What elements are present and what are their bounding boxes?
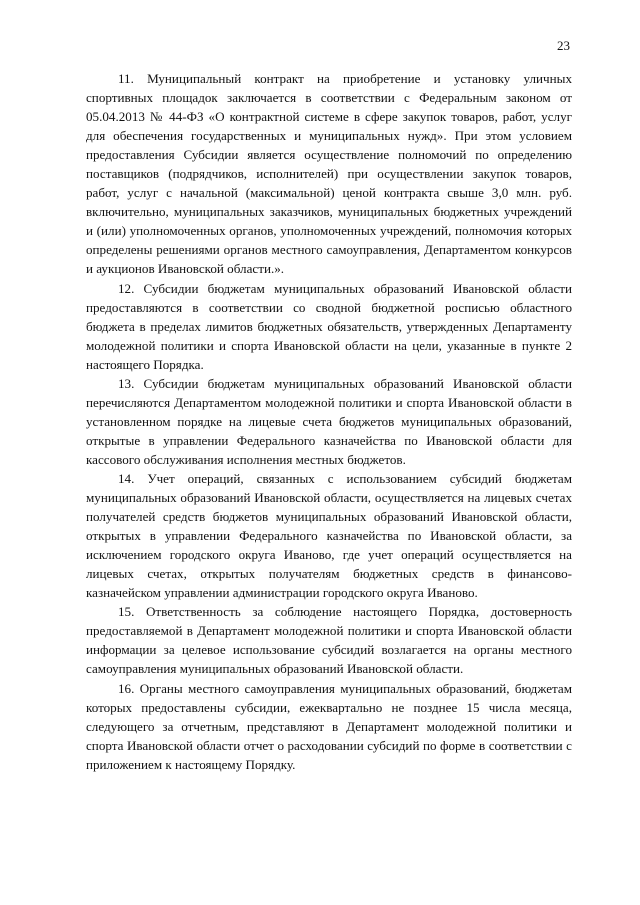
document-body [86,69,572,774]
paragraph-16: 16. Органы местного самоуправления муниципальных образований, бюджетам которых предоставлены субсидии, ежеквартально не позднее 15 числа месяца, следующего за отчетным, представляют в Департамент молодежной политики и спорта Ивановской области отчет о расходовании субсидий по форме в соответствии с приложением к настоящему Порядку. [86,680,572,772]
paragraph-12: 12. Субсидии бюджетам муниципальных образований Ивановской области предоставляются в соответствии со сводной бюджетной росписью областного бюджета в пределах лимитов бюджетных обязательств, утвержденных Департаменту молодежной политики и спорта Ивановской области на цели, указанные в пункте 2 настоящего Порядка. [86,280,572,372]
paragraph-11: 11. Муниципальный контракт на приобретение и установку уличных спортивных площадок заключается в соответствии с Федеральным законом от 05.04.2013 № 44-ФЗ «О контрактной системе в сфере закупок товаров, работ, услуг для обеспечения государственных и муниципальных нужд». При этом условием предоставления Субсидии является осуществление полномочий по определению поставщиков (подрядчиков, исполнителей) при осуществлении закупок товаров, работ, услуг с начальной (максимальной) ценой контракта свыше 3,0 млн. руб. включительно, муниципальных заказчиков, муниципальных бюджетных учреждений и (или) уполномоченных органов, уполномоченных учреждений, полномочия которых определены решениями органов местного самоуправления, Департаментом конкурсов и аукционов Ивановской области.». [86,71,572,277]
paragraph-15: 15. Ответственность за соблюдение настоящего Порядка, достоверность предоставляемой в Департамент молодежной политики и спорта Ивановской области информации за целевое использование субсидий возлагается на органы местного самоуправления муниципальных образований Ивановской области. [86,604,572,677]
paragraph-14: 14. Учет операций, связанных с использованием субсидий бюджетам муниципальных образований Ивановской области, осуществляется на лицевых счетах получателей средств бюджетов муниципальных образований Ивановской области, открытых в управлении Федерального казначейства по Ивановской области, за исключением городского округа Иваново, где учет операций осуществляется на лицевых счетах, открытых получателям бюджетных средств в финансово-казначейском управлении администрации городского округа Иваново. [86,470,572,601]
paragraph-13: 13. Субсидии бюджетам муниципальных образований Ивановской области перечисляются Департаментом молодежной политики и спорта Ивановской области в установленном порядке на лицевые счета бюджетов муниципальных образований, открытые в управлении Федерального казначейства по Ивановской области для кассового обслуживания исполнения местных бюджетов. [86,375,572,467]
page-number: 23 [557,38,570,53]
